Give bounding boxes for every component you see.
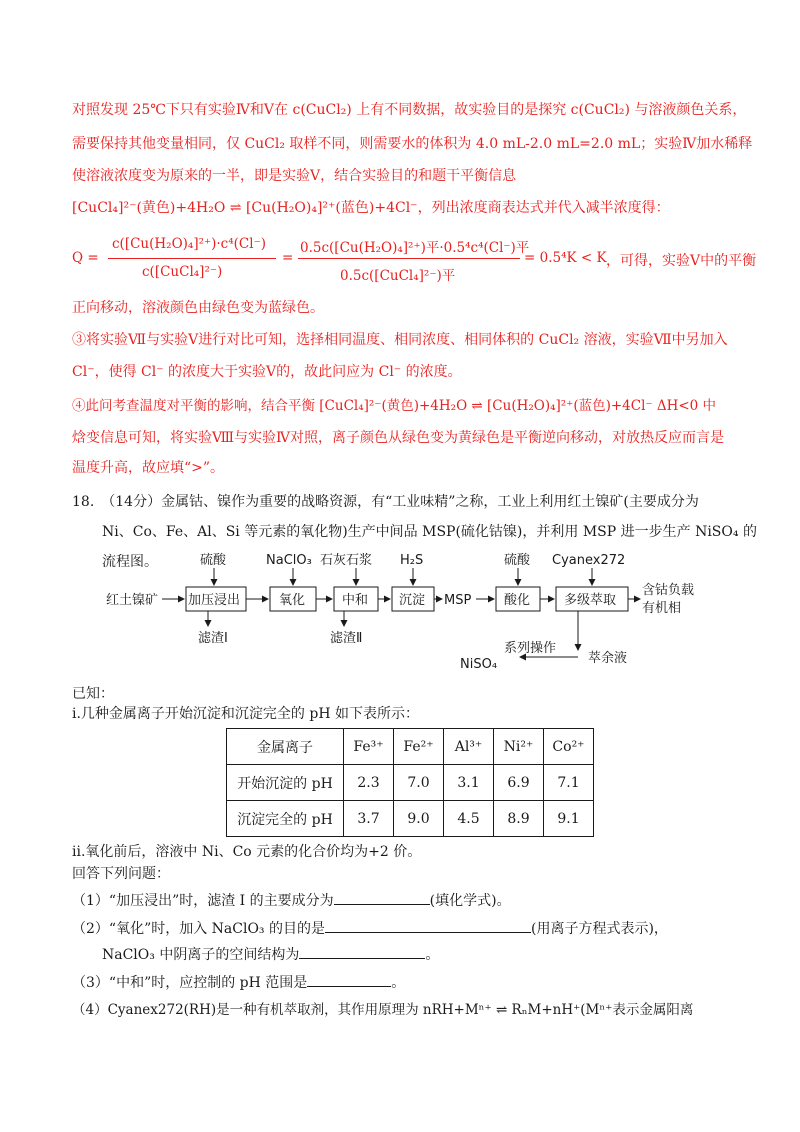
table-cell: Al³⁺	[444, 729, 494, 765]
q-result: = 0.5⁴K < K	[524, 250, 607, 266]
flow-box1-label: 加压浸出	[188, 593, 241, 608]
analysis-line-conclusion: 正向移动，溶液颜色由绿色变为蓝绿色。	[72, 300, 324, 316]
process-flowchart	[100, 540, 740, 680]
flow-raffinate-label: 萃余液	[588, 651, 628, 666]
flow-msp-label: MSP	[444, 593, 472, 608]
table-cell: Fe³⁺	[344, 729, 394, 765]
ph-table	[226, 728, 594, 837]
table-cell: 7.0	[394, 765, 444, 801]
analysis-line-2: 需要保持其他变量相同，仅 CuCl₂ 取样不同，则需要水的体积为 4.0 mL-2.0 mL=2.0 mL；实验Ⅳ加水稀释	[72, 136, 753, 152]
flow-box3-label: 中和	[342, 593, 369, 608]
question-2-prompt: （2）“氧化”时，加入 NaClO₃ 的目的是	[72, 921, 325, 937]
flow-output1-line1: 含钴负载	[642, 583, 695, 598]
analysis-item-3-line-2: Cl⁻，使得 Cl⁻ 的浓度大于实验Ⅴ的，故此问应为 Cl⁻ 的浓度。	[72, 364, 462, 380]
table-cell: Co²⁺	[544, 729, 594, 765]
q-numerator-2: 0.5c([Cu(H₂O)₄]²⁺)平·0.5⁴c⁴(Cl⁻)平	[300, 240, 530, 256]
equals-sign: =	[282, 250, 294, 266]
answer-blank-2[interactable]	[325, 918, 531, 933]
table-cell: 7.1	[544, 765, 594, 801]
question-4: （4）Cyanex272(RH)是一种有机萃取剂，其作用原理为 nRH+Mⁿ⁺ ⇌ RₙM+nH⁺(Mⁿ⁺表示金属阳离	[72, 1002, 694, 1018]
question-2b-suffix: 。	[425, 947, 440, 963]
question-3	[72, 972, 405, 993]
analysis-item-3-line-1: ③将实验Ⅶ与实验Ⅴ进行对比可知，选择相同温度、相同浓度、相同体积的 CuCl₂ 溶液，实验Ⅶ中另加入	[72, 332, 728, 348]
question-2-suffix: (用离子方程式表示)，	[531, 921, 668, 937]
table-cell: 3.7	[344, 801, 394, 837]
known-title: 已知：	[72, 686, 114, 702]
question-1-suffix: (填化学式)。	[429, 893, 511, 909]
flow-reagent1-label: 硫酸	[200, 553, 227, 568]
table-cell: 6.9	[494, 765, 544, 801]
table-cell: 沉淀完全的 pH	[227, 801, 344, 837]
q-denominator-1: c([CuCl₄]²⁻)	[142, 264, 223, 280]
flow-residue2-label: 滤渣Ⅱ	[330, 631, 363, 646]
flow-reagent6-label: Cyanex272	[552, 553, 626, 568]
flow-reagent4-label: H₂S	[400, 553, 424, 568]
analysis-line-3: 使溶液浓度变为原来的一半，即是实验Ⅴ，结合实验目的和题干平衡信息	[72, 168, 517, 184]
question-18-line-3: 流程图。	[102, 554, 158, 570]
analysis-item-4-line-1: ④此问考查温度对平衡的影响，结合平衡 [CuCl₄]²⁻(黄色)+4H₂O ⇌ [Cu(H₂O)₄]²⁺(蓝色)+4Cl⁻ ΔH<0 中	[72, 398, 717, 414]
table-cell: Ni²⁺	[494, 729, 544, 765]
flow-operation-label: 系列操作	[504, 641, 557, 656]
known-item-i: i.几种金属离子开始沉淀和沉淀完全的 pH 如下表所示：	[72, 706, 419, 722]
flow-reagent2-label: NaClO₃	[266, 553, 312, 568]
analysis-item-4-line-2: 焓变信息可知，将实验Ⅷ与实验Ⅳ对照，离子颜色从绿色变为黄绿色是平衡逆向移动，对放热反应而言是	[72, 430, 725, 446]
table-cell: 2.3	[344, 765, 394, 801]
q-numerator-1: c([Cu(H₂O)₄]²⁺)·c⁴(Cl⁻)	[112, 236, 266, 252]
table-cell: 金属离子	[227, 729, 344, 765]
flow-box2-label: 氧化	[279, 593, 306, 608]
question-18-line-1: 18. （14分）金属钴、镍作为重要的战略资源，有“工业味精”之称，工业上利用红土镍矿(主要成分为	[72, 494, 699, 510]
flow-reagent3-label: 石灰石浆	[320, 553, 373, 568]
answer-blank-2b[interactable]	[299, 944, 425, 959]
table-row	[227, 765, 594, 801]
table-cell: 3.1	[444, 765, 494, 801]
question-18-line-2: Ni、Co、Fe、Al、Si 等元素的氧化物)生产中间品 MSP(硫化钴镍)，并利用 MSP 进一步生产 NiSO₄ 的	[102, 524, 757, 540]
table-cell: Fe²⁺	[394, 729, 444, 765]
question-2	[72, 918, 668, 939]
flow-output1-line2: 有机相	[642, 601, 682, 616]
fraction-bar-2	[298, 258, 520, 259]
table-cell: 8.9	[494, 801, 544, 837]
table-cell: 9.1	[544, 801, 594, 837]
flow-box5-label: 酸化	[504, 593, 531, 608]
question-3-suffix: 。	[391, 975, 406, 991]
analysis-line-1: 对照发现 25℃下只有实验Ⅳ和Ⅴ在 c(CuCl₂) 上有不同数据，故实验目的是探究 c(CuCl₂) 与溶液颜色关系，	[72, 102, 747, 118]
fraction-bar-1	[108, 258, 276, 259]
table-cell: 9.0	[394, 801, 444, 837]
answers-intro: 回答下列问题：	[72, 866, 170, 882]
q-denominator-2: 0.5c([CuCl₄]²⁻)平	[340, 268, 456, 284]
flow-product-label: NiSO₄	[460, 657, 498, 672]
table-row	[227, 729, 594, 765]
equilibrium-equation: [CuCl₄]²⁻(黄色)+4H₂O ⇌ [Cu(H₂O)₄]²⁺(蓝色)+4Cl⁻，列出浓度商表达式并代入减半浓度得：	[72, 200, 670, 216]
flow-box6-label: 多级萃取	[564, 593, 617, 608]
table-cell: 开始沉淀的 pH	[227, 765, 344, 801]
flow-residue1-label: 滤渣Ⅰ	[198, 631, 228, 646]
q-tail: ，可得，实验Ⅴ中的平衡	[606, 253, 757, 269]
question-3-prompt: （3）“中和”时，应控制的 pH 范围是	[72, 975, 308, 991]
flow-reagent5-label: 硫酸	[504, 553, 531, 568]
known-item-ii: ii.氧化前后，溶液中 Ni、Co 元素的化合价均为+2 价。	[72, 844, 422, 860]
analysis-item-4-line-3: 温度升高，故应填“>”。	[72, 460, 225, 476]
question-2b	[102, 944, 439, 965]
question-2b-prompt: NaClO₃ 中阴离子的空间结构为	[102, 947, 300, 963]
flow-start-label: 红土镍矿	[106, 593, 159, 608]
question-1	[72, 890, 511, 911]
table-cell: 4.5	[444, 801, 494, 837]
answer-blank-3[interactable]	[307, 972, 391, 987]
table-row	[227, 801, 594, 837]
answer-blank-1[interactable]	[334, 890, 430, 905]
q-lhs: Q =	[72, 250, 99, 266]
question-1-prompt: （1）“加压浸出”时，滤渣 I 的主要成分为	[72, 893, 334, 909]
flow-box4-label: 沉淀	[399, 593, 426, 608]
